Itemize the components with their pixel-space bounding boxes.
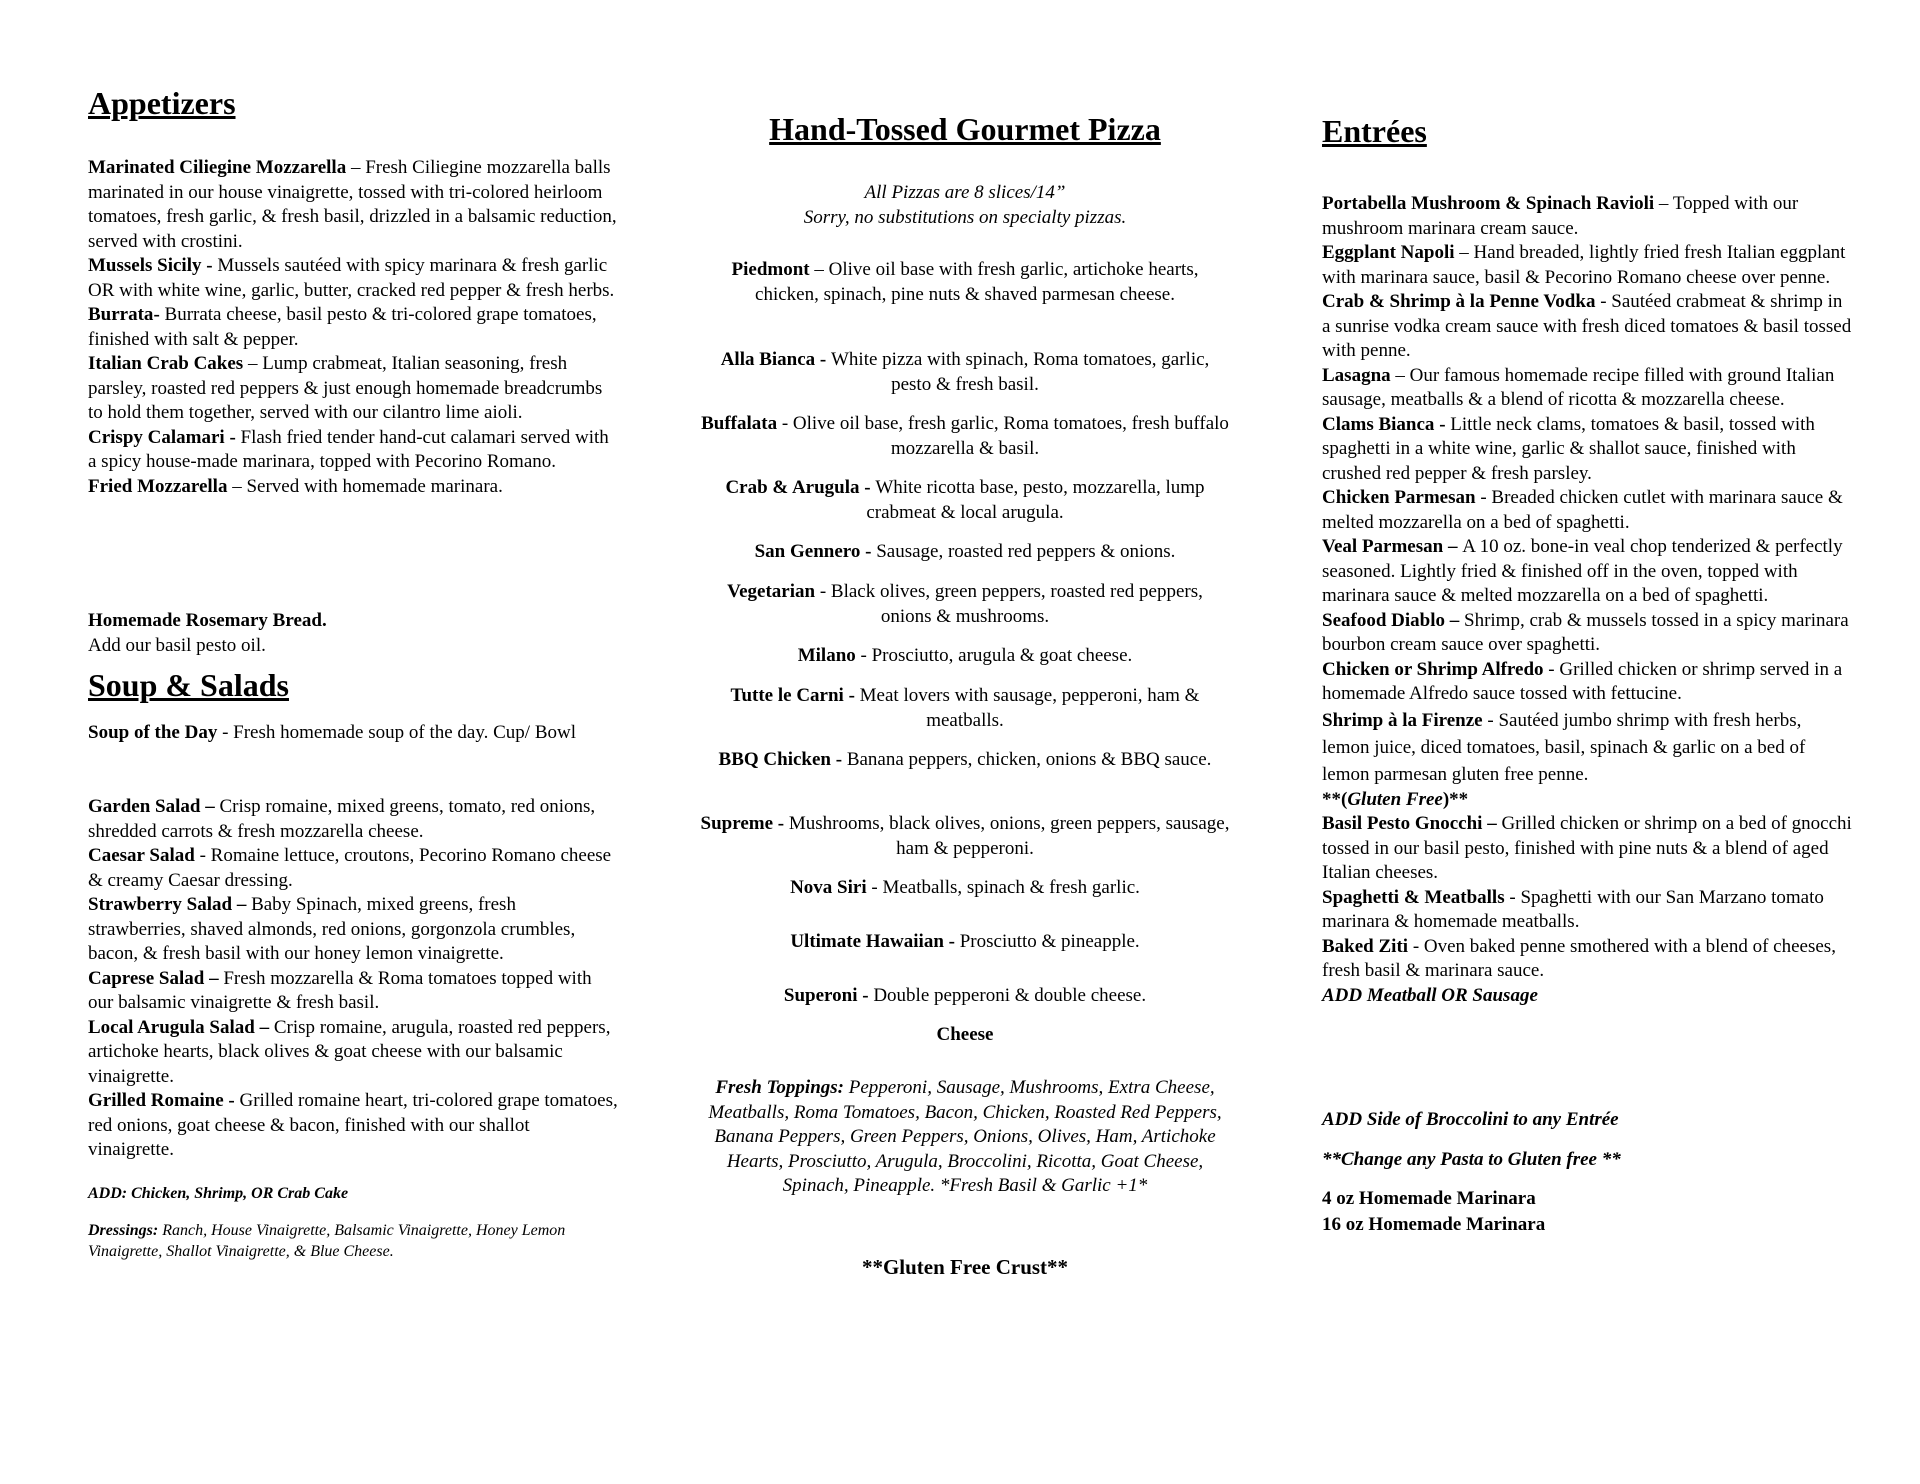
item-desc: Our famous homemade recipe filled with ground Italian sausage, meatballs & a blend of ricotta & mozzarella cheese. [1322,364,1835,410]
item-name: Nova Siri [790,877,867,898]
item-name: Shrimp à la Firenze [1322,709,1483,731]
add-broccolini-note: ADD Side of Broccolini to any Entrée [1322,1109,1619,1130]
item-name: Vegetarian [727,581,816,602]
item-desc: Meatballs, spinach & fresh garlic. [882,877,1140,898]
pizza-item: Tutte le Carni - Meat lovers with sausage, pepperoni, ham & meatballs. [730,685,1200,731]
item-name: Basil Pesto Gnocchi [1322,813,1483,834]
item-name: Strawberry Salad [88,894,233,915]
dressings-block [88,1220,618,1262]
appetizers-list [88,156,618,499]
gluten-free-crust: **Gluten Free Crust** [861,1255,1069,1279]
item-name: Soup of the Day [88,722,218,743]
item-name: Milano [797,645,856,666]
item-desc: Topped with our mushroom marinara cream sauce. [1322,193,1799,239]
marinara-block [1322,1186,1545,1238]
menu-item: Veal Parmesan – A 10 oz. bone-in veal chop tenderized & perfectly seasoned. Lightly fried & finished off in the oven, topped with marinara sauce & melted mozzarella on a bed of spaghetti. [1322,536,1843,606]
item-desc: Grilled romaine heart, tri-colored grape tomatoes, red onions, goat cheese & bacon, finished with our shallot vinaigrette. [88,1090,618,1160]
item-desc: Olive oil base, fresh garlic, Roma tomatoes, fresh buffalo mozzarella & basil. [792,413,1229,459]
pizza-item: Ultimate Hawaiian - Prosciutto & pineapple. [790,931,1140,952]
item-desc: Crisp romaine, mixed greens, tomato, red onions, shredded carrots & fresh mozzarella cheese. [88,796,596,842]
pizza-item: Buffalata - Olive oil base, fresh garlic, Roma tomatoes, fresh buffalo mozzarella & basil. [701,413,1229,459]
gluten-free-note: **(Gluten Free)** [1322,788,1469,810]
menu-item: Chicken or Shrimp Alfredo - Grilled chicken or shrimp served in a homemade Alfredo sauce tossed with fettucine. [1322,658,1843,704]
menu-item: Eggplant Napoli – Hand breaded, lightly fried fresh Italian eggplant with marinara sauce, basil & Pecorino Romano cheese over penne. [1322,242,1846,288]
pizza-item: Milano - Prosciutto, arugula & goat cheese. [797,645,1133,666]
item-name: Superoni [783,985,858,1006]
item-name: Eggplant Napoli [1322,242,1455,263]
menu-item: Shrimp à la Firenze - Sautéed jumbo shrimp with fresh herbs, lemon juice, diced tomatoes, basil, spinach & garlic on a bed of lemon parmesan gluten free penne. [1322,709,1806,785]
item-name: Spaghetti & Meatballs [1322,886,1505,908]
item-desc: Served with homemade marinara. [246,475,503,497]
item-name: Seafood Diablo [1322,609,1445,631]
dressings-label: Dressings: [88,1222,159,1239]
menu-item: Caesar Salad - Romaine lettuce, croutons, Pecorino Romano cheese & creamy Caesar dressing. [88,845,612,891]
item-desc: Mussels sautéed with spicy marinara & fresh garlic OR with white wine, garlic, butter, cracked red pepper & fresh herbs. [88,255,615,301]
pizza-item: Supreme - Mushrooms, black olives, onions, green peppers, sausage, ham & pepperoni. [700,813,1230,859]
item-desc: Baby Spinach, mixed greens, fresh strawberries, shaved almonds, red onions, gorgonzola crumbles, bacon, & fresh basil with our honey lemon vinaigrette. [88,894,576,964]
item-desc: Prosciutto, arugula & goat cheese. [871,645,1133,666]
pizza-item: San Gennero - Sausage, roasted red peppers & onions. [754,541,1176,562]
pizza-item: BBQ Chicken - Banana peppers, chicken, onions & BBQ sauce. [718,749,1212,770]
item-desc: Oven baked penne smothered with a blend of cheeses, fresh basil & marinara sauce. [1322,935,1836,981]
item-desc: Mushrooms, black olives, onions, green peppers, sausage, ham & pepperoni. [788,813,1230,859]
soup-salads-title: Soup & Salads [88,667,289,703]
item-desc: Grilled chicken or shrimp served in a homemade Alfredo sauce tossed with fettucine. [1322,658,1843,704]
item-desc: A 10 oz. bone-in veal chop tenderized & perfectly seasoned. Lightly fried & finished off in the oven, topped with marinara sauce & melted mozzarella on a bed of spaghetti. [1322,536,1843,606]
pizza-item: Piedmont – Olive oil base with fresh garlic, artichoke hearts, chicken, spinach, pine nuts & shaved parmesan cheese. [731,259,1199,305]
item-name: Crispy Calamari [88,426,225,448]
item-desc: Banana peppers, chicken, onions & BBQ sauce. [846,749,1212,770]
menu-item: Clams Bianca - Little neck clams, tomatoes & basil, tossed with spaghetti in a white wine, garlic & shallot sauce, finished with crushed red pepper & fresh parsley. [1322,413,1815,484]
entrees-list [1322,192,1852,1008]
bread-name: Homemade Rosemary Bread. [88,610,327,631]
menu-item: Lasagna – Our famous homemade recipe filled with ground Italian sausage, meatballs & a blend of ricotta & mozzarella cheese. [1322,364,1835,410]
soup-block [88,721,618,746]
pizza-note-line2: Sorry, no substitutions on specialty pizzas. [803,207,1127,228]
item-name: Grilled Romaine [88,1090,224,1111]
add-meatball-note: ADD Meatball OR Sausage [1322,984,1538,1006]
menu-item: Chicken Parmesan - Breaded chicken cutlet with marinara sauce & melted mozzarella on a bed of spaghetti. [1322,487,1843,533]
salad-add-line: ADD: Chicken, Shrimp, OR Crab Cake [88,1185,349,1202]
item-name: Chicken Parmesan [1322,487,1476,508]
menu-item: Grilled Romaine - Grilled romaine heart, tri-colored grape tomatoes, red onions, goat cheese & bacon, finished with our shallot vinaigrette. [88,1090,618,1160]
item-name: San Gennero [754,541,861,562]
item-desc: Prosciutto & pineapple. [959,931,1140,952]
item-desc: Lump crabmeat, Italian seasoning, fresh parsley, roasted red peppers & just enough homemade breadcrumbs to hold them together, served with our cilantro lime aioli. [88,353,603,423]
item-desc: Flash fried tender hand-cut calamari served with a spicy house-made marinara, topped with Pecorino Romano. [88,426,609,472]
item-name: Italian Crab Cakes [88,353,244,374]
menu-item: Fried Mozzarella – Served with homemade marinara. [88,475,503,497]
item-name: Supreme [700,813,774,834]
item-name: Ultimate Hawaiian [790,931,944,952]
menu-item: Caprese Salad – Fresh mozzarella & Roma tomatoes topped with our balsamic vinaigrette & fresh basil. [88,967,592,1013]
entrees-title: Entrées [1322,113,1427,149]
item-desc: Sautéed crabmeat & shrimp in a sunrise vodka cream sauce with fresh diced tomatoes & basil tossed with penne. [1322,291,1852,361]
item-name: Alla Bianca [720,349,816,370]
item-name: Veal Parmesan [1322,536,1444,557]
salads-list [88,795,618,1163]
item-desc: White pizza with spinach, Roma tomatoes, garlic, pesto & fresh basil. [831,349,1210,395]
item-name: Crab & Arugula [725,477,860,498]
item-name: Caesar Salad [88,845,195,866]
item-name: Mussels Sicily [88,255,202,276]
menu-item: Basil Pesto Gnocchi – Grilled chicken or shrimp on a bed of gnocchi tossed in our basil pesto, finished with pine nuts & a blend of aged Italian cheeses. [1322,813,1852,883]
item-desc: Fresh Ciliegine mozzarella balls marinated in our house vinaigrette, tossed with tri-colored heirloom tomatoes, fresh garlic, & fresh basil, drizzled in a balsamic reduction, served with crostini. [88,157,617,252]
item-desc: Hand breaded, lightly fried fresh Italian eggplant with marinara sauce, basil & Pecorino Romano cheese over penne. [1322,242,1846,288]
item-desc: Spaghetti with our San Marzano tomato marinara & homemade meatballs. [1322,886,1824,932]
item-desc: Olive oil base with fresh garlic, artichoke hearts, chicken, spinach, pine nuts & shaved parmesan cheese. [755,259,1199,305]
pizza-item: Crab & Arugula - White ricotta base, pesto, mozzarella, lump crabmeat & local arugula. [725,477,1205,523]
item-desc: Grilled chicken or shrimp on a bed of gnocchi tossed in our basil pesto, finished with pine nuts & a blend of aged Italian cheeses. [1322,813,1852,883]
item-desc: Little neck clams, tomatoes & basil, tossed with spaghetti in a white wine, garlic & shallot sauce, finished with crushed red pepper & fresh parsley. [1322,413,1815,484]
dressings-text: Ranch, House Vinaigrette, Balsamic Vinaigrette, Honey Lemon Vinaigrette, Shallot Vinaigrette, & Blue Cheese. [88,1222,566,1260]
menu-item: Garden Salad – Crisp romaine, mixed greens, tomato, red onions, shredded carrots & fresh mozzarella cheese. [88,796,596,842]
bread-block [88,609,618,658]
pizza-item: Vegetarian - Black olives, green peppers, roasted red peppers, onions & mushrooms. [727,581,1203,627]
menu-item: Soup of the Day - Fresh homemade soup of the day. Cup/ Bowl [88,722,576,743]
item-name: Portabella Mushroom & Spinach Ravioli [1322,193,1655,214]
menu-item: Portabella Mushroom & Spinach Ravioli – Topped with our mushroom marinara cream sauce. [1322,193,1799,239]
marinara-4oz: 4 oz Homemade Marinara [1322,1188,1536,1209]
item-name: Fried Mozzarella [88,475,228,497]
item-desc: Burrata cheese, basil pesto & tri-colored grape tomatoes, finished with salt & pepper. [88,304,597,350]
item-name: Tutte le Carni [730,685,844,706]
item-name: Baked Ziti [1322,935,1409,957]
toppings-text: Pepperoni, Sausage, Mushrooms, Extra Cheese, Meatballs, Roma Tomatoes, Bacon, Chicken, Roasted Red Peppers, Banana Peppers, Green Peppers, Onions, Olives, Ham, Artichoke Hearts, Prosciutto, Arugula, Broccolini, Ricotta, Goat Cheese, Spinach, Pineapple. *Fresh Basil & Garlic +1* [708,1077,1222,1196]
item-desc: White ricotta base, pesto, mozzarella, lump crabmeat & local arugula. [866,477,1205,523]
toppings-label: Fresh Toppings: [715,1077,844,1098]
item-desc: Meat lovers with sausage, pepperoni, ham & meatballs. [859,685,1200,731]
item-name: Chicken or Shrimp Alfredo [1322,658,1544,680]
menu-item: Italian Crab Cakes – Lump crabmeat, Italian seasoning, fresh parsley, roasted red peppers & just enough homemade breadcrumbs to hold them together, served with our cilantro lime aioli. [88,353,603,423]
pizza-note [700,180,1230,230]
item-name: Lasagna [1322,364,1391,386]
toppings-block [700,1076,1230,1199]
item-desc: Sautéed jumbo shrimp with fresh herbs, lemon juice, diced tomatoes, basil, spinach & garlic on a bed of lemon parmesan gluten free penne. [1322,709,1806,785]
menu-item: Seafood Diablo – Shrimp, crab & mussels tossed in a spicy marinara bourbon cream sauce over spaghetti. [1322,609,1849,655]
item-name: Marinated Ciliegine Mozzarella [88,157,347,178]
item-desc: Black olives, green peppers, roasted red peppers, onions & mushrooms. [830,581,1203,627]
menu-item: Local Arugula Salad – Crisp romaine, arugula, roasted red peppers, artichoke hearts, black olives & goat cheese with our balsamic vinaigrette. [88,1016,611,1087]
menu-item: Mussels Sicily - Mussels sautéed with spicy marinara & fresh garlic OR with white wine, garlic, butter, cracked red pepper & fresh herbs. [88,255,615,301]
item-desc: Breaded chicken cutlet with marinara sauce & melted mozzarella on a bed of spaghetti. [1322,487,1843,533]
item-name: Burrata [88,304,154,325]
appetizers-title: Appetizers [88,85,236,121]
item-name: Buffalata [701,413,778,434]
item-desc: Sausage, roasted red peppers & onions. [876,541,1176,562]
item-name: Piedmont [731,259,810,280]
item-name: Caprese Salad [88,967,205,989]
menu-item: Spaghetti & Meatballs - Spaghetti with our San Marzano tomato marinara & homemade meatballs. [1322,886,1824,932]
menu-item: Baked Ziti - Oven baked penne smothered with a blend of cheeses, fresh basil & marinara sauce. [1322,935,1836,981]
item-desc: Shrimp, crab & mussels tossed in a spicy marinara bourbon cream sauce over spaghetti. [1322,609,1849,655]
pizza-item: Superoni - Double pepperoni & double cheese. [783,985,1147,1006]
marinara-16oz: 16 oz Homemade Marinara [1322,1214,1546,1235]
item-name: Local Arugula Salad [88,1016,255,1038]
menu-item: Strawberry Salad – Baby Spinach, mixed greens, fresh strawberries, shaved almonds, red onions, gorgonzola crumbles, bacon, & fresh basil with our honey lemon vinaigrette. [88,894,576,964]
item-desc: Double pepperoni & double cheese. [873,985,1147,1006]
change-gluten-free-note: **Change any Pasta to Gluten free ** [1322,1149,1621,1170]
item-desc: Crisp romaine, arugula, roasted red peppers, artichoke hearts, black olives & goat cheese with our balsamic vinaigrette. [88,1016,611,1087]
bread-desc: Add our basil pesto oil. [88,634,266,656]
pizza-item: Nova Siri - Meatballs, spinach & fresh garlic. [790,877,1140,898]
item-name: BBQ Chicken [718,749,831,770]
item-desc: Fresh homemade soup of the day. Cup/ Bowl [233,722,576,743]
item-name: Garden Salad [88,796,201,817]
item-desc: Romaine lettuce, croutons, Pecorino Romano cheese & creamy Caesar dressing. [88,845,612,891]
item-name: Crab & Shrimp à la Penne Vodka [1322,291,1596,312]
pizza-note-line1: All Pizzas are 8 slices/14” [864,182,1066,203]
menu-item: Burrata- Burrata cheese, basil pesto & tri-colored grape tomatoes, finished with salt & pepper. [88,304,597,350]
menu-item: Crab & Shrimp à la Penne Vodka - Sautéed crabmeat & shrimp in a sunrise vodka cream sauce with fresh diced tomatoes & basil tossed with penne. [1322,291,1852,361]
item-name: Clams Bianca [1322,413,1435,435]
pizza-title: Hand-Tossed Gourmet Pizza [769,111,1161,147]
cheese-pizza: Cheese [936,1024,994,1045]
pizza-item: Alla Bianca - White pizza with spinach, Roma tomatoes, garlic, pesto & fresh basil. [720,349,1210,395]
menu-item: Crispy Calamari - Flash fried tender hand-cut calamari served with a spicy house-made marinara, topped with Pecorino Romano. [88,426,609,472]
menu-item: Marinated Ciliegine Mozzarella – Fresh Ciliegine mozzarella balls marinated in our house vinaigrette, tossed with tri-colored heirloom tomatoes, fresh garlic, & fresh basil, drizzled in a balsamic reduction, served with crostini. [88,157,617,252]
item-desc: Fresh mozzarella & Roma tomatoes topped with our balsamic vinaigrette & fresh basil. [88,967,592,1013]
